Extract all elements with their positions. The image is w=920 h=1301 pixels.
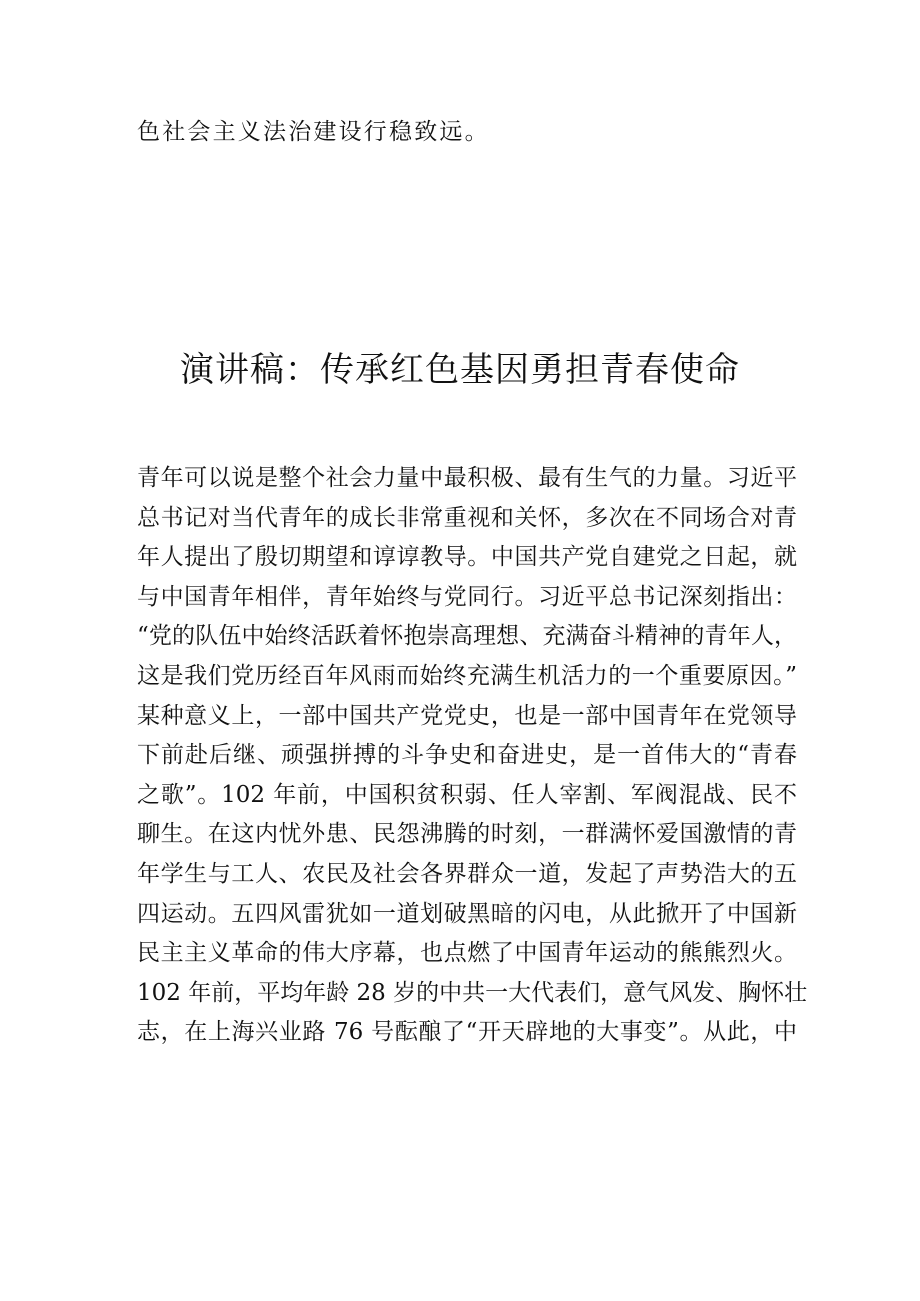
body-line: 102 年前，平均年龄 28 岁的中共一大代表们，意气风发、胸怀壮 xyxy=(137,979,808,1006)
body-line: “党的队伍中始终活跃着怀抱崇高理想、充满奋斗精神的青年人， xyxy=(137,623,797,650)
speech-body xyxy=(137,459,808,1053)
body-line: 志，在上海兴业路 76 号酝酿了“开天辟地的大事变”。从此，中 xyxy=(137,1019,797,1046)
body-line: 聊生。在这内忧外患、民怨沸腾的时刻，一群满怀爱国激情的青 xyxy=(137,821,797,848)
body-line: 这是我们党历经百年风雨而始终充满生机活力的一个重要原因。” xyxy=(137,662,797,689)
body-line: 青年可以说是整个社会力量中最积极、最有生气的力量。习近平 xyxy=(137,465,797,491)
body-line: 与中国青年相伴，青年始终与党同行。习近平总书记深刻指出： xyxy=(137,583,797,610)
body-line: 民主主义革命的伟大序幕，也点燃了中国青年运动的熊熊烈火。 xyxy=(137,940,797,967)
body-line: 总书记对当代青年的成长非常重视和关怀，多次在不同场合对青 xyxy=(137,504,797,531)
body-line: 年人提出了殷切期望和谆谆教导。中国共产党自建党之日起，就 xyxy=(137,544,797,571)
speech-title: 演讲稿：传承红色基因勇担青春使命 xyxy=(180,350,740,390)
body-line: 某种意义上，一部中国共产党党史，也是一部中国青年在党领导 xyxy=(137,702,797,729)
body-line: 下前赴后继、顽强拼搏的斗争史和奋进史，是一首伟大的“青春 xyxy=(137,742,797,769)
body-line: 年学生与工人、农民及社会各界群众一道，发起了声势浩大的五 xyxy=(137,860,797,887)
body-line: 四运动。五四风雷犹如一道划破黑暗的闪电，从此掀开了中国新 xyxy=(137,900,797,927)
body-line: 之歌”。102 年前，中国积贫积弱、任人宰割、军阀混战、民不 xyxy=(137,781,797,808)
previous-section-tail: 色社会主义法治建设行稳致远。 xyxy=(137,119,490,145)
